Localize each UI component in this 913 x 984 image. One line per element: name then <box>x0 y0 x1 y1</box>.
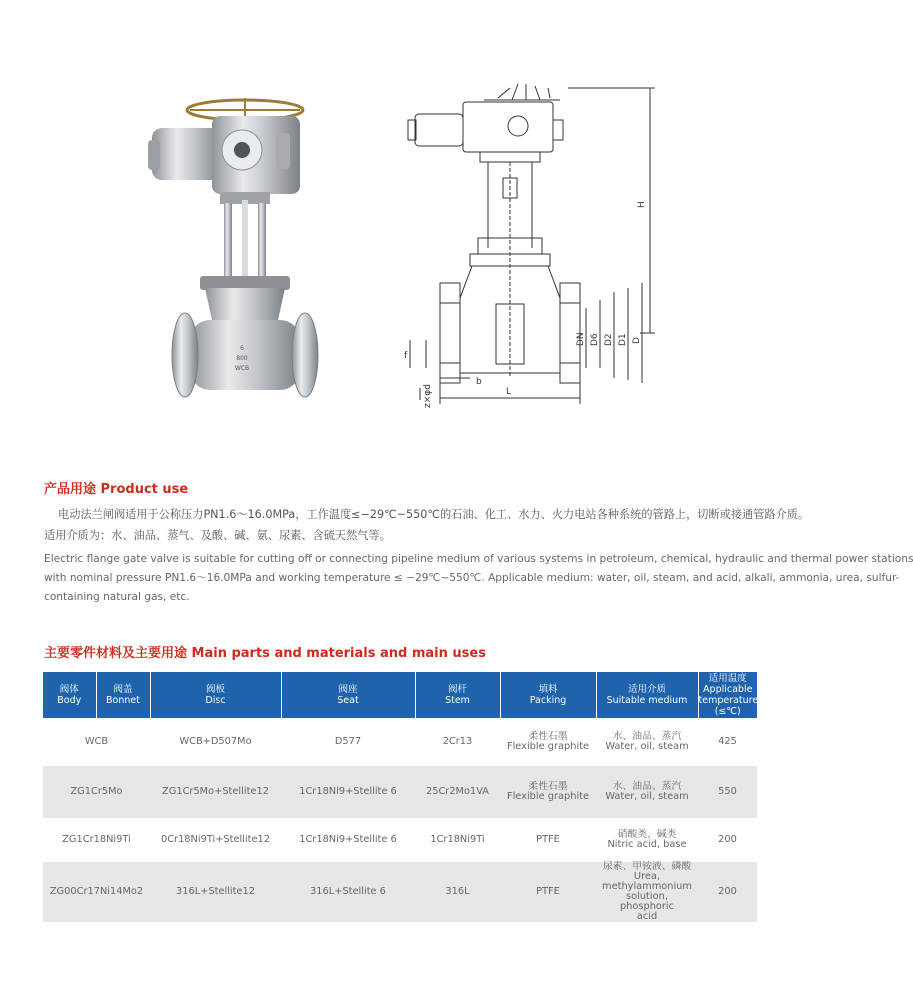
dim-label-dn: DN <box>576 332 586 346</box>
parts-materials-table <box>43 672 757 922</box>
table-row <box>43 818 757 862</box>
cell-temperature: 550 <box>698 766 757 818</box>
cell-stem: 2Cr13 <box>442 736 473 747</box>
product-use-cn-line1: 电动法兰闸阀适用于公称压力PN1.6～16.0MPa，工作温度≤−29℃~550℃的石油、化工、水力、火力电站各种系统的管路上，切断或接通管路介质。 <box>58 508 810 521</box>
cell-packing: PTFE <box>500 862 596 922</box>
product-use-en-line: with nominal pressure PN1.6～16.0MPa and working temperature ≤ −29℃~550℃. Applicable medium: water, oil, steam, and acid, alkali, ammonia, urea, sulfur- <box>44 572 900 584</box>
svg-text:WCB: WCB <box>234 365 250 372</box>
product-use-cn-line2: 适用介质为：水、油品、蒸气、及酸、碱、氨、尿素、含硫天然气等。 <box>44 529 391 542</box>
dim-label-zd: z×φd <box>423 384 433 408</box>
dim-label-d1: D1 <box>618 333 628 346</box>
cell-packing: 柔性石墨 Flexible graphite <box>500 766 596 818</box>
svg-text:800: 800 <box>236 355 248 362</box>
cell-stem: 316L <box>415 862 500 922</box>
cell-body-bonnet: ZG1Cr5Mo <box>43 766 150 818</box>
cell-packing: PTFE <box>536 834 560 845</box>
header-applicable-temperature: 适用温度 Applicable temperature (≤℃) <box>698 673 759 717</box>
product-use-en-line: containing natural gas, etc. <box>44 591 190 603</box>
cell-body-bonnet: ZG1Cr18Ni9Ti <box>62 834 131 845</box>
cell-disc: WCB+D507Mo <box>179 736 252 747</box>
header-disc: 阀板 Disc <box>150 672 281 718</box>
valve-photo <box>150 88 320 413</box>
header-suitable-medium: 适用介质 Suitable medium <box>596 672 698 718</box>
table-row <box>43 718 757 766</box>
cell-temperature: 425 <box>718 736 737 747</box>
cell-body-bonnet: WCB <box>84 736 109 747</box>
dim-label-d: D <box>632 337 642 344</box>
dim-label-d2: D2 <box>604 333 614 346</box>
dim-label-b: b <box>476 377 482 387</box>
cell-disc: 316L+Stellite12 <box>150 862 281 922</box>
cell-stem: 25Cr2Mo1VA <box>415 766 500 818</box>
product-use-title: 产品用途 Product use <box>44 482 189 497</box>
valve-dimension-drawing <box>400 78 700 420</box>
cell-medium: 尿素、甲铵液、磷酸 Urea, methylammonium solution, phosphoric acid <box>596 862 698 922</box>
dim-label-f: f <box>404 351 408 361</box>
cell-disc: ZG1Cr5Mo+Stellite12 <box>150 766 281 818</box>
dim-label-l: L <box>506 387 512 397</box>
cell-seat: 316L+Stellite 6 <box>281 862 415 922</box>
cell-packing: 柔性石墨 Flexible graphite <box>506 731 590 752</box>
cell-medium: 水、油品、蒸汽 Water, oil, steam <box>596 766 698 818</box>
cell-seat: 1Cr18Ni9+Stellite 6 <box>299 834 397 845</box>
product-use-en-text <box>44 550 913 607</box>
cell-body-bonnet: ZG00Cr17Ni14Mo2 <box>43 862 150 922</box>
cell-seat: D577 <box>334 736 362 747</box>
header-body: 阀体 Body <box>43 672 96 718</box>
parts-title: 主要零件材料及主要用途 Main parts and materials and main uses <box>44 646 486 661</box>
cell-stem: 1Cr18Ni9Ti <box>430 834 485 845</box>
dim-label-d6: D6 <box>590 333 600 346</box>
svg-text:6: 6 <box>240 345 244 352</box>
table-row <box>43 862 757 922</box>
cell-medium: 硝酸类、碱类 Nitric acid, base <box>607 829 687 850</box>
header-bonnet: 阀盖 Bonnet <box>96 672 150 718</box>
cell-seat: 1Cr18Ni9+Stellite 6 <box>281 766 415 818</box>
cell-medium: 水、油品、蒸汽 Water, oil, steam <box>605 731 689 752</box>
header-packing: 填料 Packing <box>500 672 596 718</box>
header-seat: 阀座 Seat <box>281 672 415 718</box>
cell-disc: 0Cr18Ni9Ti+Stellite12 <box>160 834 271 845</box>
cell-temperature: 200 <box>718 834 737 845</box>
header-stem: 阀杆 Stem <box>415 672 500 718</box>
table-row <box>43 766 757 818</box>
dim-label-h: H <box>637 201 647 208</box>
table-header-row <box>43 672 757 718</box>
product-use-en-line: Electric flange gate valve is suitable for cutting off or connecting pipeline medium of various systems in petroleum, chemical, hydraulic and thermal power stations <box>44 553 913 565</box>
cell-temperature: 200 <box>698 862 757 922</box>
